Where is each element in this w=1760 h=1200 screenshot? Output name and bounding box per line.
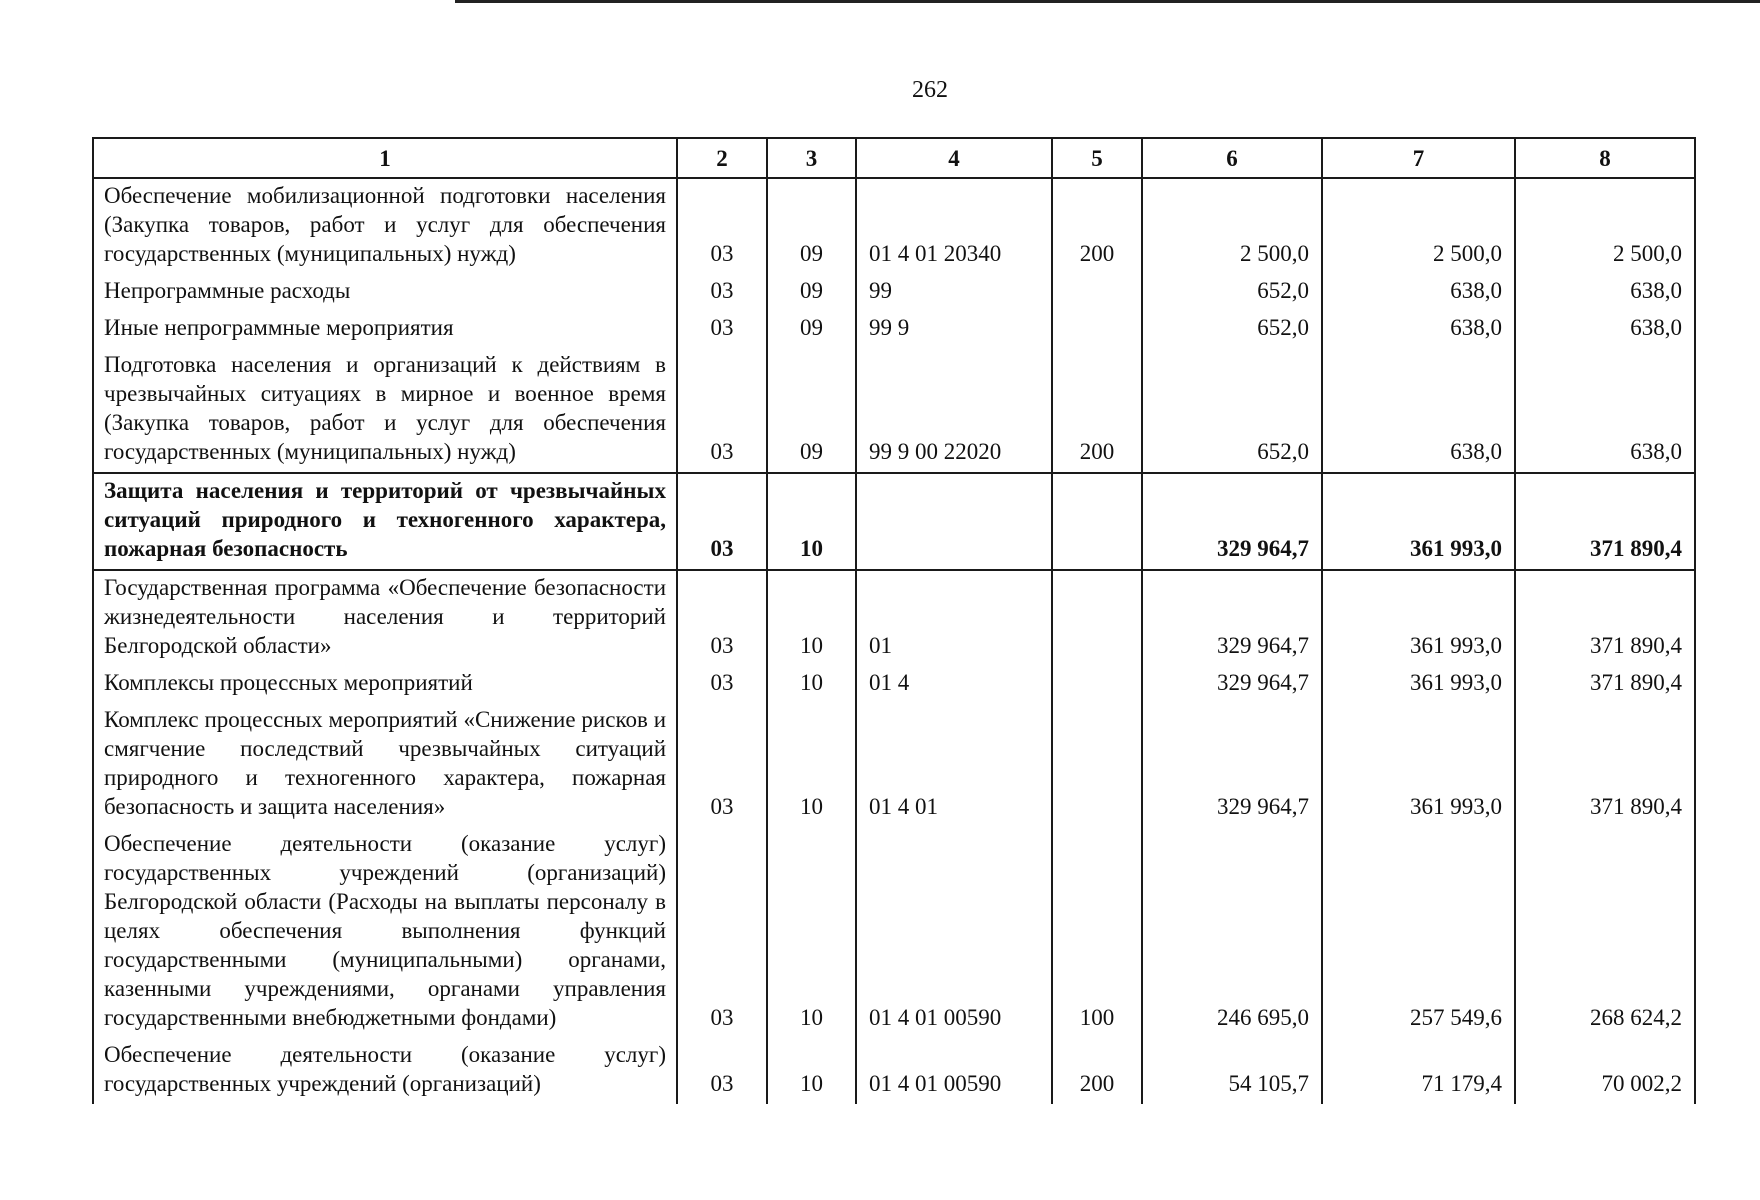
row-expense-type: 100 <box>1052 827 1142 1038</box>
row-amount-year1: 652,0 <box>1142 311 1322 348</box>
row-subsection: 10 <box>767 1038 856 1104</box>
row-amount-year1: 329 964,7 <box>1142 703 1322 827</box>
row-amount-year3: 371 890,4 <box>1515 666 1695 703</box>
row-amount-year1: 54 105,7 <box>1142 1038 1322 1104</box>
column-header: 3 <box>767 138 856 178</box>
row-amount-year3: 70 002,2 <box>1515 1038 1695 1104</box>
table-row <box>93 570 1695 666</box>
row-amount-year2: 638,0 <box>1322 274 1515 311</box>
row-amount-year2: 257 549,6 <box>1322 827 1515 1038</box>
row-expense-type <box>1052 703 1142 827</box>
row-target-code: 01 4 01 <box>856 703 1052 827</box>
row-amount-year1: 329 964,7 <box>1142 666 1322 703</box>
row-section: 03 <box>677 1038 767 1104</box>
table-row <box>93 666 1695 703</box>
row-target-code <box>856 473 1052 570</box>
table-row-section-total <box>93 473 1695 570</box>
row-section: 03 <box>677 311 767 348</box>
row-amount-year1: 652,0 <box>1142 348 1322 473</box>
row-name: Комплекс процессных мероприятий «Снижение рисков и смягчение последствий чрезвычайных ситуаций природного и техногенного характера, пожарная безопасность и защита населения» <box>93 703 677 827</box>
row-amount-year2: 361 993,0 <box>1322 570 1515 666</box>
row-amount-year1: 329 964,7 <box>1142 473 1322 570</box>
row-expense-type <box>1052 473 1142 570</box>
row-target-code: 01 4 01 00590 <box>856 827 1052 1038</box>
row-amount-year2: 638,0 <box>1322 311 1515 348</box>
table-row <box>93 178 1695 274</box>
row-section: 03 <box>677 348 767 473</box>
row-amount-year1: 652,0 <box>1142 274 1322 311</box>
column-header: 5 <box>1052 138 1142 178</box>
row-amount-year2: 638,0 <box>1322 348 1515 473</box>
table-row <box>93 827 1695 1038</box>
row-subsection: 10 <box>767 666 856 703</box>
budget-table <box>92 137 1696 1104</box>
row-amount-year1: 246 695,0 <box>1142 827 1322 1038</box>
row-target-code: 99 <box>856 274 1052 311</box>
row-amount-year3: 2 500,0 <box>1515 178 1695 274</box>
row-amount-year1: 2 500,0 <box>1142 178 1322 274</box>
row-section: 03 <box>677 827 767 1038</box>
row-target-code: 01 <box>856 570 1052 666</box>
row-amount-year2: 2 500,0 <box>1322 178 1515 274</box>
row-name: Иные непрограммные мероприятия <box>93 311 677 348</box>
column-header: 2 <box>677 138 767 178</box>
table-row <box>93 1038 1695 1104</box>
row-expense-type <box>1052 570 1142 666</box>
row-section: 03 <box>677 274 767 311</box>
column-header: 6 <box>1142 138 1322 178</box>
row-subsection: 09 <box>767 348 856 473</box>
row-subsection: 10 <box>767 703 856 827</box>
table-row <box>93 348 1695 473</box>
row-amount-year1: 329 964,7 <box>1142 570 1322 666</box>
top-rule <box>455 0 1760 3</box>
row-name: Обеспечение деятельности (оказание услуг) государственных учреждений (организаций) <box>93 1038 677 1104</box>
header-row <box>93 138 1695 178</box>
row-amount-year3: 371 890,4 <box>1515 473 1695 570</box>
row-subsection: 09 <box>767 311 856 348</box>
row-target-code: 99 9 <box>856 311 1052 348</box>
row-expense-type: 200 <box>1052 1038 1142 1104</box>
row-target-code: 01 4 01 00590 <box>856 1038 1052 1104</box>
row-amount-year2: 361 993,0 <box>1322 473 1515 570</box>
row-section: 03 <box>677 703 767 827</box>
row-subsection: 10 <box>767 473 856 570</box>
row-section: 03 <box>677 178 767 274</box>
column-header: 7 <box>1322 138 1515 178</box>
table-row <box>93 274 1695 311</box>
row-section: 03 <box>677 473 767 570</box>
column-header: 8 <box>1515 138 1695 178</box>
row-amount-year3: 638,0 <box>1515 274 1695 311</box>
row-target-code: 01 4 <box>856 666 1052 703</box>
row-section: 03 <box>677 666 767 703</box>
row-section: 03 <box>677 570 767 666</box>
column-header: 4 <box>856 138 1052 178</box>
row-amount-year2: 361 993,0 <box>1322 666 1515 703</box>
row-amount-year2: 71 179,4 <box>1322 1038 1515 1104</box>
page-number: 262 <box>912 77 948 103</box>
row-name: Обеспечение деятельности (оказание услуг) государственных учреждений (организаций) Белгородской области (Расходы на выплаты персоналу в целях обеспечения выполнения функций государственными (муниципальными) органами, казенными учреждениями, органами управления государственными внебюджетными фондами) <box>93 827 677 1038</box>
row-subsection: 09 <box>767 274 856 311</box>
row-name: Непрограммные расходы <box>93 274 677 311</box>
row-name: Защита населения и территорий от чрезвычайных ситуаций природного и техногенного характера, пожарная безопасность <box>93 473 677 570</box>
row-amount-year3: 371 890,4 <box>1515 703 1695 827</box>
row-expense-type: 200 <box>1052 348 1142 473</box>
row-name: Подготовка населения и организаций к действиям в чрезвычайных ситуациях в мирное и военное время (Закупка товаров, работ и услуг для обеспечения государственных (муниципальных) нужд) <box>93 348 677 473</box>
row-amount-year3: 371 890,4 <box>1515 570 1695 666</box>
row-target-code: 99 9 00 22020 <box>856 348 1052 473</box>
row-expense-type: 200 <box>1052 178 1142 274</box>
row-expense-type <box>1052 311 1142 348</box>
row-subsection: 10 <box>767 827 856 1038</box>
row-target-code: 01 4 01 20340 <box>856 178 1052 274</box>
table-row <box>93 311 1695 348</box>
row-subsection: 10 <box>767 570 856 666</box>
row-amount-year2: 361 993,0 <box>1322 703 1515 827</box>
row-amount-year3: 268 624,2 <box>1515 827 1695 1038</box>
row-amount-year3: 638,0 <box>1515 311 1695 348</box>
table-row <box>93 703 1695 827</box>
row-name: Обеспечение мобилизационной подготовки населения (Закупка товаров, работ и услуг для обеспечения государственных (муниципальных) нужд) <box>93 178 677 274</box>
row-name: Государственная программа «Обеспечение безопасности жизнедеятельности населения и территорий Белгородской области» <box>93 570 677 666</box>
row-expense-type <box>1052 274 1142 311</box>
row-name: Комплексы процессных мероприятий <box>93 666 677 703</box>
row-expense-type <box>1052 666 1142 703</box>
row-subsection: 09 <box>767 178 856 274</box>
row-amount-year3: 638,0 <box>1515 348 1695 473</box>
column-header: 1 <box>93 138 677 178</box>
